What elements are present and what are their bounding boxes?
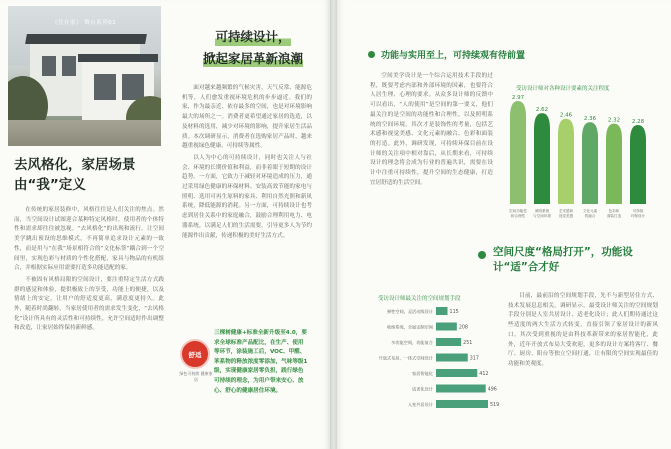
paragraph: 空间美学设计是一个综合运用技术手段的过程，既要考虑内部和外部环境的因素，也要符合人居生理、心理的要求。从众多设计师的反馈中可以看出，“人的使用”是空间的第一要义，他们最关注的是空间的功能性和合理性，以及照明系统的空间环境。其次才是装饰性的考量，包括艺术感和视觉美感、文化元素的融合、色彩和面装的打造。此外，调研发现，可持续环保目前在设计师的关注项中相对靠后，从长期来看，可持续设计的理念将会成为行业的普遍共识，需要在设计中注重可持续性，提升空间的生态健康，打造宜居舒适的生活空间。	[370, 73, 493, 186]
architecture-photo	[8, 6, 161, 146]
bar	[436, 385, 486, 393]
category-label: 环保设计	[630, 214, 646, 218]
bar	[534, 113, 550, 204]
photo-tag: 《住在家》 舞台系列01	[52, 20, 117, 26]
bar	[582, 122, 598, 204]
bar	[606, 124, 622, 204]
bar	[436, 323, 457, 331]
paragraph: 不被固有风格局限的空间设计，要注重特定生活方式践群的感觉和体验，提供极致上的享受，功能上的便捷，以及情绪上的安定，让用户的舒适度更高，满意度更持久。此外，随着时尚翻转，当家居使用者的需求发生变化，“去风格化”设计所具有的灵活性和可持续性，允许空间适时作出调整和改造，让家居始终保持新鲜感。	[14, 276, 164, 332]
bar-value-label: 2.28	[631, 118, 645, 125]
bar-value-label: 208	[458, 325, 468, 331]
page-gutter	[330, 0, 337, 449]
bar	[510, 101, 526, 204]
text-column-1	[14, 206, 164, 336]
category-label: 色彩和	[608, 209, 620, 213]
category-label: 和合理性	[510, 214, 526, 218]
bullet-dot-icon	[478, 251, 486, 259]
bar	[436, 400, 488, 408]
note-text: 三棵树健康+标准全新升级至4.0，要求全球标准产品配比，在生产、使用等环节，涂装施工后，VOC、甲醛、苯系物的释放浓度零添加，气味等级1级，实现健康家居零负担，践行绿色可持续的理念，为用户带来安心、放心、舒心的健康居住环境。	[214, 330, 308, 394]
category-label: 入室共居设计	[407, 402, 433, 407]
bar-value-label: 2.46	[559, 112, 573, 119]
bar-chart-title: 受访设计师对各种设计要素的关注程度	[516, 86, 610, 92]
category-label: 家居智能化	[412, 371, 433, 376]
section-title-destyling: 去风格化，家居场景由“我”定义	[14, 157, 136, 193]
paragraph: 面对越来越频繁的气候灾害，天气反常、能源危机等，人们愈发重视环境危机的步步逼近。我们的家，作为最亲近、依存最多的空间，也是对环境影响最大的场所之一。消费者更希望通过家居的选造，以及材料的选用，减少对环境的影响，提升家居生活品质。本次调研显示，消费者在选购家居产品时，越来越重视绿色健康、可持续等属性。	[182, 85, 312, 150]
space-planning-bar-chart	[370, 303, 500, 415]
category-label: 可持续	[632, 209, 644, 213]
bar-value-label: 2.97	[511, 95, 525, 102]
left-page	[0, 0, 330, 449]
paragraph: 以人为中心的可持续设计，同时也关注人与社会、环境的长期价值和利益，而非着眼于短期的设计趋势。一方面，它致力于减轻对环境造成的压力，通过采用绿色健康的环保材料、安装高效节能的家电与照明、选用可再生原料的家具、利用自然光照和新风系统，降低能源的消耗。另一方面，可持续设计也考虑到居住关系中的家庭融合，鼓励合理利用电力、电器系统，以满足人们的生活需要，引导更多人为节约能源作出贡献，传递积极的美好生活方式。	[182, 154, 312, 239]
sidebar-note	[180, 325, 308, 425]
paragraph: 目前，最前沿的空间规划手段，先不与新型居住方式、技术发展息息相关。调研显示，最受设计师关注的空间规划手段分别是人室共居设计、适老化设计；此人们期待通过这些适度的两大生活方式转变，直接引领了家居设计的新风口。其次受到重视的是由科技革新带来的家居智能化，此外，近年开放式布局大受欢迎，更多的设计方案将客厅、餐厅、厨房、阳台等独立空间打通，让有限的空间实现最佳的功能和美观度。	[508, 293, 658, 367]
text-column-2	[182, 84, 312, 243]
category-label: 面装打造	[606, 214, 622, 218]
category-label: 照明系统	[534, 209, 550, 213]
category-label: 文化元素	[582, 209, 598, 213]
health-badge-icon: 舒适	[180, 339, 210, 369]
text-column-3	[370, 72, 493, 190]
bar	[436, 338, 461, 346]
bar-value-label: 2.62	[535, 107, 549, 114]
category-label: 弹性空间，灵活动线设计	[386, 309, 433, 314]
hbar-chart-title: 受访设计师最关注的空间规划手段	[378, 296, 461, 302]
category-label: 空间功能性	[509, 209, 527, 213]
bar-value-label: 2.36	[583, 116, 597, 123]
category-label: 适老化设计	[412, 386, 433, 392]
category-label: 收纳系统，全屋定制空间	[386, 324, 433, 330]
bar	[558, 119, 574, 204]
bar	[630, 125, 646, 204]
category-label: 多功能空间，功能复合	[391, 340, 433, 345]
bar-value-label: 519	[490, 403, 500, 408]
category-label: 视觉美感	[558, 214, 574, 218]
paragraph: 在传统的家居装修中，风格往往是人们关注的焦点。然而，当空间设计试图迎合某种特定风格时，使用者的个体特性和需求却往往被忽视。“去风格化”的出现和流行，让空间美学跳出预设的思维模式，不再简单追求设计元素的一致性，而是用与“在我”场景相符合的“文化标签”耦合到一个空间里，实现色彩与材质的个性化搭配，家具与物品的有机组合，并根据实际应用需要打造多功能适配的家。	[14, 207, 164, 272]
bar-value-label: 496	[487, 387, 497, 393]
bar	[436, 307, 448, 315]
text-column-4	[508, 292, 658, 372]
bar-value-label: 115	[449, 310, 459, 315]
bar	[436, 354, 468, 362]
category-label: 与空间环境	[533, 214, 551, 218]
section-heading-space: 空间尺度“格局打开”，功能设计“适”合才好	[493, 246, 633, 273]
category-label: 的融合	[584, 214, 596, 218]
category-label: 艺术感和	[558, 209, 574, 213]
bar-value-label: 412	[479, 372, 489, 377]
bar-value-label: 317	[469, 356, 479, 362]
category-label: 开放式布局，一体式空间设计	[378, 355, 433, 361]
bar-value-label: 2.32	[607, 117, 621, 124]
section-title-sustainable: 可持续设计， 掀起家居革新浪潮	[202, 29, 303, 66]
bullet-dot-icon	[368, 51, 375, 58]
badge-caption: 绿色可持续 健康家居	[179, 371, 213, 382]
design-factor-bar-chart	[502, 92, 662, 240]
section-heading-function: 功能与实用至上，可持续观有待前置	[368, 48, 525, 61]
bar-value-label: 251	[463, 341, 473, 346]
bar	[436, 369, 477, 377]
